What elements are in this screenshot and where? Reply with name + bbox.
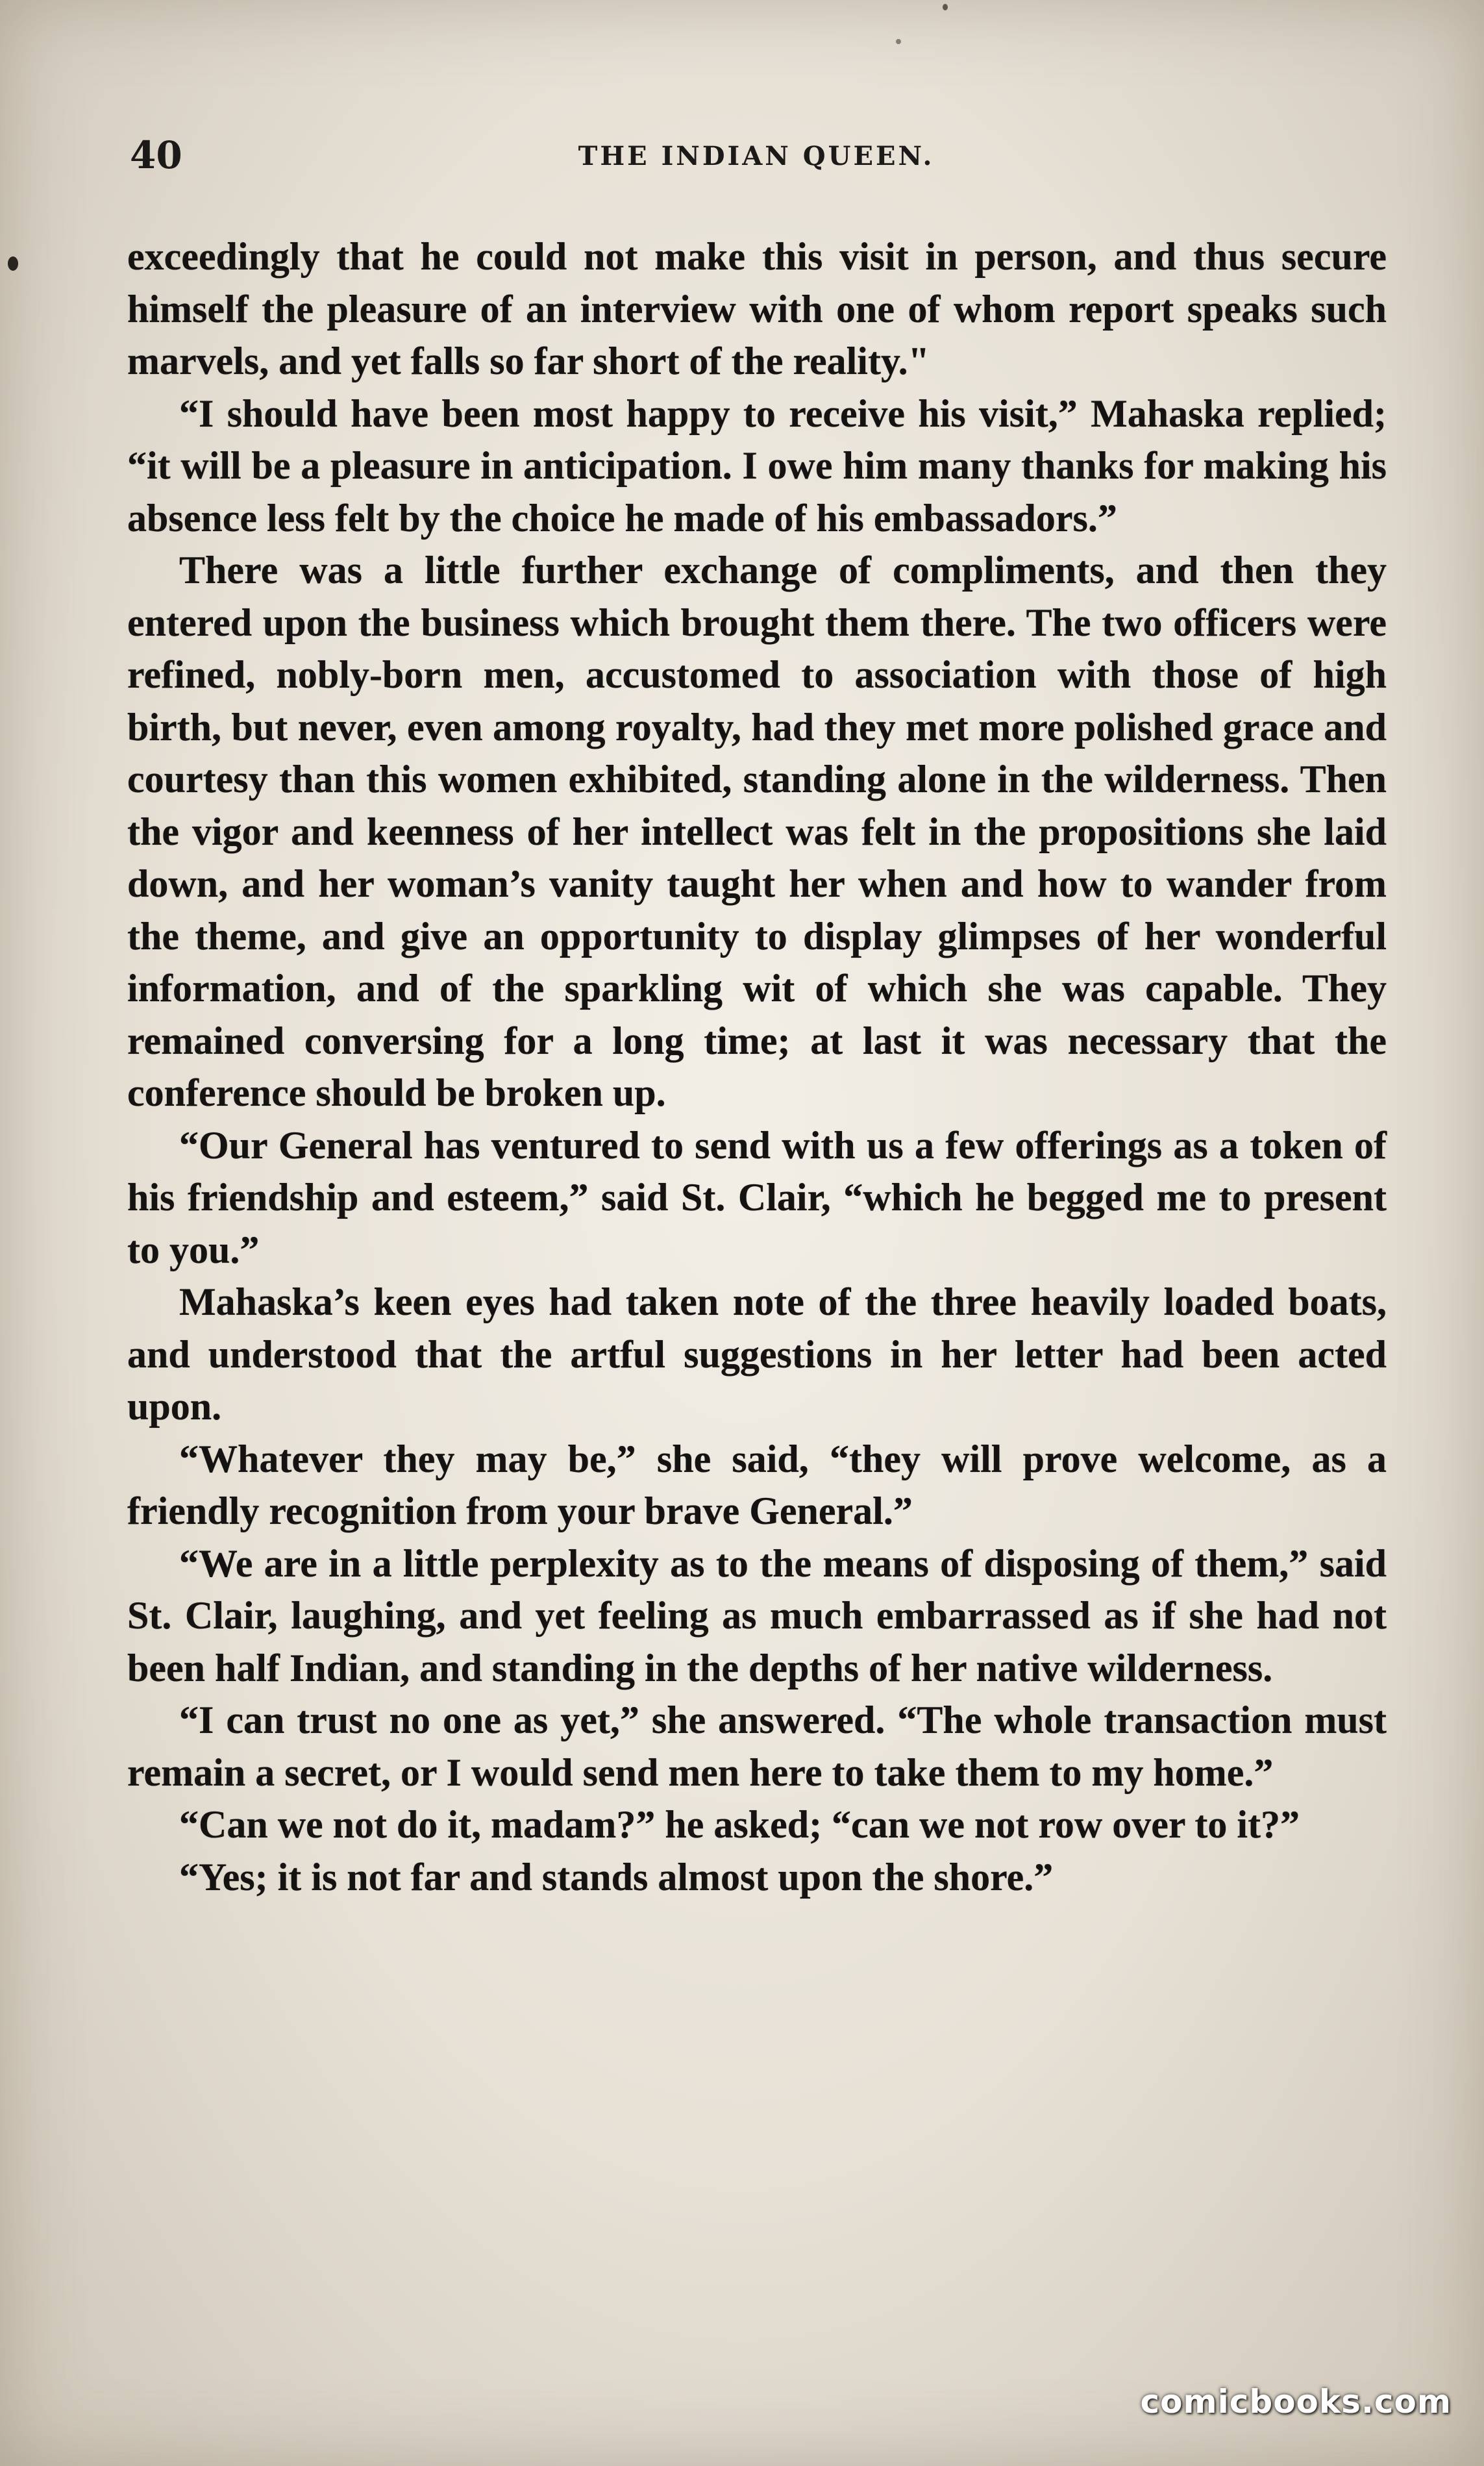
paragraph: “Our General has ventured to send with us a few offerings as a token of his friendship and esteem,” said St. Clair, “which he begged me to present to you.” xyxy=(127,1123,1387,1271)
running-title: THE INDIAN QUEEN. xyxy=(578,141,935,171)
ink-speck xyxy=(8,256,18,271)
paragraph: “I should have been most happy to receive his visit,” Mahaska replied; “it will be a pleasure in anticipation. I owe him many thanks for making his absence less felt by the choice he made of his embassadors.” xyxy=(127,392,1387,540)
paragraph: “Yes; it is not far and stands almost upon the shore.” xyxy=(179,1855,1054,1899)
paragraph: exceedingly that he could not make this visit in person, and thus secure himself the pleasure of an interview with one of whom report speaks such marvels, and yet falls so far short of the reality." xyxy=(127,235,1387,382)
paragraph: Mahaska’s keen eyes had taken note of the three heavily loaded boats, and understood that the artful suggestions in her letter had been acted upon. xyxy=(127,1280,1387,1428)
paragraph: “We are in a little perplexity as to the means of disposing of them,” said St. Clair, laughing, and yet feeling as much embarrassed as if she had not been half Indian, and standing in the depths of her native wilderness. xyxy=(127,1541,1387,1689)
paragraph: “Can we not do it, madam?” he asked; “can we not row over to it?” xyxy=(179,1803,1300,1846)
paragraph: “I can trust no one as yet,” she answered. “The whole transaction must remain a secret, or I would send men here to take them to my home.” xyxy=(127,1699,1387,1794)
ink-speck xyxy=(896,39,901,44)
page-header xyxy=(130,133,1383,185)
ink-speck xyxy=(943,4,948,10)
paragraph: There was a little further exchange of compliments, and then they entered upon the business which brought them there. The two officers were refined, nobly-born men, accustomed to association with those of high birth, but never, even among royalty, had they met more polished grace and courtesy than this women exhibited, standing alone in the wilderness. Then the vigor and keenness of her intellect was felt in the propositions she laid down, and her woman’s vanity taught her when and how to wander from the theme, and give an opportunity to display glimpses of her wonderful information, and of the sparkling wit of which she was capable. They remained conversing for a long time; at last it was necessary that the conference should be broken up. xyxy=(127,549,1387,1114)
watermark: comicbooks.com xyxy=(1140,2383,1452,2421)
page-number: 40 xyxy=(130,133,182,177)
paragraph: “Whatever they may be,” she said, “they will prove welcome, as a friendly recognition from your brave General.” xyxy=(127,1437,1387,1532)
body-text xyxy=(127,230,1387,1903)
